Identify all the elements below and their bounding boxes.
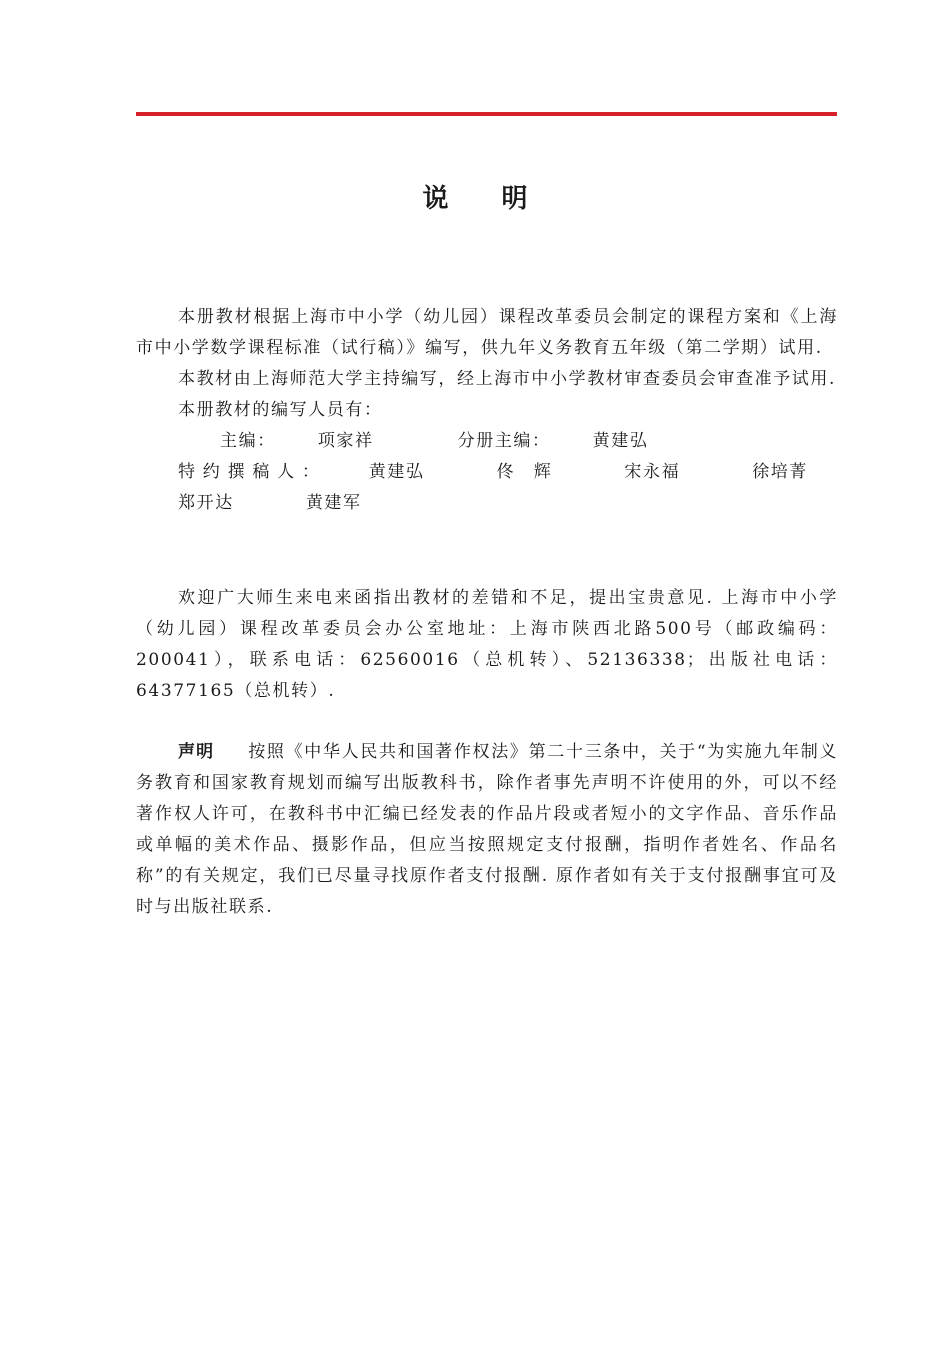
statement-text: 按照《中华人民共和国著作权法》第二十三条中，关于“为实施九年制义务教育和国家教育规划而编写出版教科书，除作者事先声明不许使用的外，可以不经著作权人许可，在教科书中汇编已经发表的作品片段或者短小的文字作品、音乐作品或单幅的美术作品、摄影作品，但应当按照规定支付报酬，指明作者姓名、作品名称”的有关规定，我们已尽量寻找原作者支付报酬. 原作者如有关于支付报酬事宜可及时与出版社联系. (136, 742, 839, 917)
contact-paragraph: 欢迎广大师生来电来函指出教材的差错和不足，提出宝贵意见. 上海市中小学（幼儿园）课程改革委员会办公室地址：上海市陕西北路500号（邮政编码：200041），联系电话：62560016（总机转）、52136338；出版社电话：64377165（总机转）. (136, 588, 838, 701)
intro-section (136, 302, 838, 519)
volume-editor-label: 分册主编： (457, 431, 551, 451)
writer-name: 郑开达 (178, 493, 234, 513)
header-rule (136, 112, 837, 116)
copyright-statement (136, 737, 838, 923)
chief-editor-label: 主编： (220, 431, 276, 451)
editors-heading: 本册教材的编写人员有： (178, 400, 383, 420)
writers-line (136, 457, 838, 519)
statement-paragraph (136, 737, 838, 923)
writer-name: 黄建军 (305, 493, 362, 513)
chief-editor-name: 项家祥 (317, 431, 374, 451)
statement-label: 声明 (178, 742, 215, 762)
intro-paragraph-2: 本教材由上海师范大学主持编写，经上海市中小学教材审查委员会审查准予试用. (178, 369, 837, 389)
writer-name: 宋永福 (624, 462, 681, 482)
writer-name: 徐培菁 (752, 462, 808, 482)
writer-name: 佟 辉 (496, 462, 553, 482)
contact-section (136, 583, 838, 707)
intro-paragraph-1: 本册教材根据上海市中小学（幼儿园）课程改革委员会制定的课程方案和《上海市中小学数学课程标准（试行稿）》编写，供九年义务教育五年级（第二学期）试用. (136, 307, 838, 358)
editors-line (136, 426, 838, 457)
writer-name: 黄建弘 (368, 462, 425, 482)
volume-editor-name: 黄建弘 (592, 431, 649, 451)
writers-label: 特约撰稿人： (178, 462, 327, 482)
page-title: 说 明 (422, 184, 550, 214)
